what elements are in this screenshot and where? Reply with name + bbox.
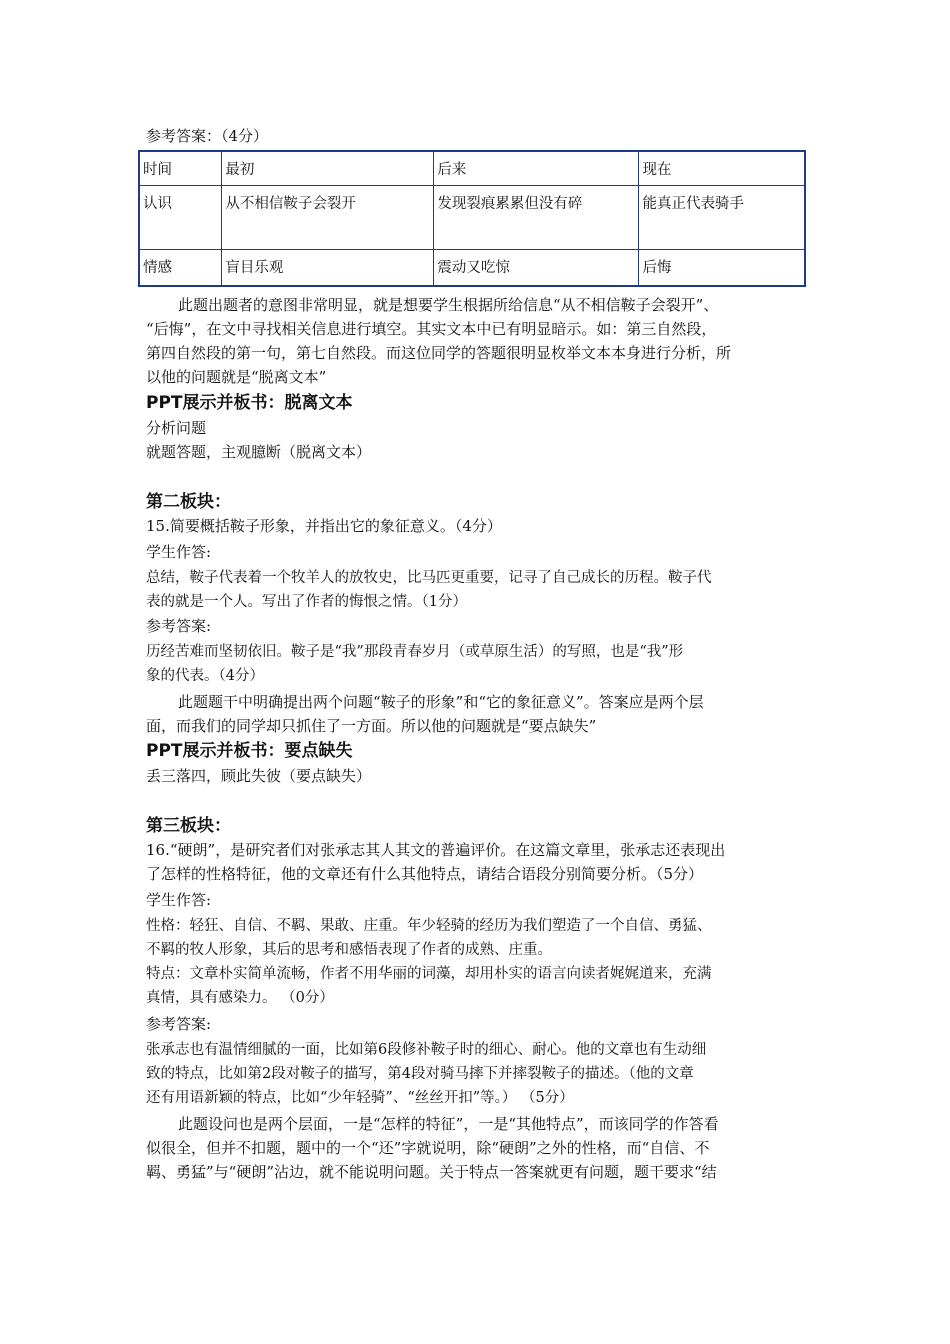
table-row — [139, 250, 805, 286]
ppt-board-heading: PPT展示并板书：脱离文本 — [146, 393, 353, 413]
ppt-item: 分析问题 — [146, 419, 207, 437]
student-answer-line: 总结，鞍子代表着一个牧羊人的放牧史，比马匹更重要，记寻了自己成长的历程。鞍子代 — [146, 570, 712, 586]
section-heading: 第二板块： — [146, 492, 231, 512]
student-answer-line: 不羁的牧人形象，其后的思考和感悟表现了作者的成熟、庄重。 — [146, 942, 552, 958]
answer-table — [138, 150, 806, 287]
analysis-line: 此题设问也是两个层面，一是“怎样的特征”，一是“其他特点”，而该同学的作答看 — [178, 1115, 719, 1133]
reference-answer-line: 致的特点，比如第2段对鞍子的描写，第4段对骑马摔下并摔裂鞍子的描述。（他的文章 — [146, 1066, 694, 1082]
analysis-line: “后悔”，在文中寻找相关信息进行填空。其实文本中已有明显暗示。如：第三自然段， — [146, 320, 717, 338]
table-cell: 发现裂痕累累但没有碎 — [434, 186, 639, 250]
analysis-line: 似很全，但并不扣题，题中的一个“还”字就说明，除“硬朗”之外的性格，而“自信、不 — [146, 1139, 710, 1157]
analysis-line: 羁、勇猛”与“硬朗”沾边，就不能说明问题。关于特点一答案就更有问题，题干要求“结 — [146, 1163, 717, 1181]
reference-answer-label: 参考答案: — [146, 617, 212, 635]
student-answer-label: 学生作答: — [146, 891, 212, 909]
student-answer-label: 学生作答: — [146, 543, 212, 561]
reference-answer-line: 历经苦难而坚韧依旧。鞍子是“我”那段青春岁月（或草原生活）的写照，也是“我”形 — [146, 644, 684, 660]
student-answer-line: 特点：文章朴实简单流畅，作者不用华丽的词藻，却用朴实的语言向读者娓娓道来，充满 — [146, 966, 712, 982]
analysis-line: 以他的问题就是“脱离文本” — [146, 368, 327, 386]
table-cell: 盲目乐观 — [222, 250, 434, 286]
analysis-line: 第四自然段的第一句，第七自然段。而这位同学的答题很明显枚举文本本身进行分析，所 — [146, 344, 732, 362]
analysis-line: 面，而我们的同学却只抓住了一方面。所以他的问题就是“要点缺失” — [146, 717, 597, 735]
table-row — [139, 186, 805, 250]
question-text: 16.“硬朗”，是研究者们对张承志其人其文的普遍评价。在这篇文章里，张承志还表现出 — [146, 841, 726, 859]
section-heading: 第三板块： — [146, 816, 231, 836]
table-cell: 从不相信鞍子会裂开 — [222, 186, 434, 250]
reference-answer-heading: 参考答案：（4分） — [146, 127, 269, 145]
table-cell: 情感 — [139, 250, 222, 286]
table-cell: 后悔 — [639, 250, 805, 286]
table-cell: 现在 — [639, 151, 805, 186]
reference-answer-line: 张承志也有温情细腻的一面，比如第6段修补鞍子时的细心、耐心。他的文章也有生动细 — [146, 1042, 707, 1058]
question-text: 15.简要概括鞍子形象，并指出它的象征意义。（4分） — [146, 517, 502, 535]
table-cell: 能真正代表骑手 — [639, 186, 805, 250]
table-cell: 最初 — [222, 151, 434, 186]
ppt-item: 丢三落四，顾此失彼（要点缺失） — [146, 767, 372, 785]
student-answer-line: 真情，具有感染力。 （0分） — [146, 990, 334, 1006]
question-text: 了怎样的性格特征，他的文章还有什么其他特点，请结合语段分别简要分析。（5分） — [146, 865, 704, 883]
reference-answer-line: 还有用语新颖的特点，比如“少年轻骑”、“丝丝开扣”等。） （5分） — [146, 1090, 574, 1106]
table-cell: 震动又吃惊 — [434, 250, 639, 286]
ppt-item: 就题答题，主观臆断（脱离文本） — [146, 443, 372, 461]
analysis-line: 此题出题者的意图非常明显，就是想要学生根据所给信息“从不相信鞍子会裂开”、 — [178, 296, 719, 314]
analysis-line: 此题题干中明确提出两个问题“鞍子的形象”和“它的象征意义”。答案应是两个层 — [178, 693, 704, 711]
reference-answer-label: 参考答案: — [146, 1015, 212, 1033]
student-answer-line: 性格：轻狂、自信、不羁、果敢、庄重。年少轻骑的经历为我们塑造了一个自信、勇猛、 — [146, 918, 712, 934]
table-row — [139, 151, 805, 186]
table-cell: 后来 — [434, 151, 639, 186]
student-answer-line: 表的就是一个人。写出了作者的悔恨之情。（1分） — [146, 594, 467, 610]
table-cell: 时间 — [139, 151, 222, 186]
ppt-board-heading: PPT展示并板书：要点缺失 — [146, 741, 353, 761]
reference-answer-line: 象的代表。（4分） — [146, 668, 264, 684]
table-cell: 认识 — [139, 186, 222, 250]
